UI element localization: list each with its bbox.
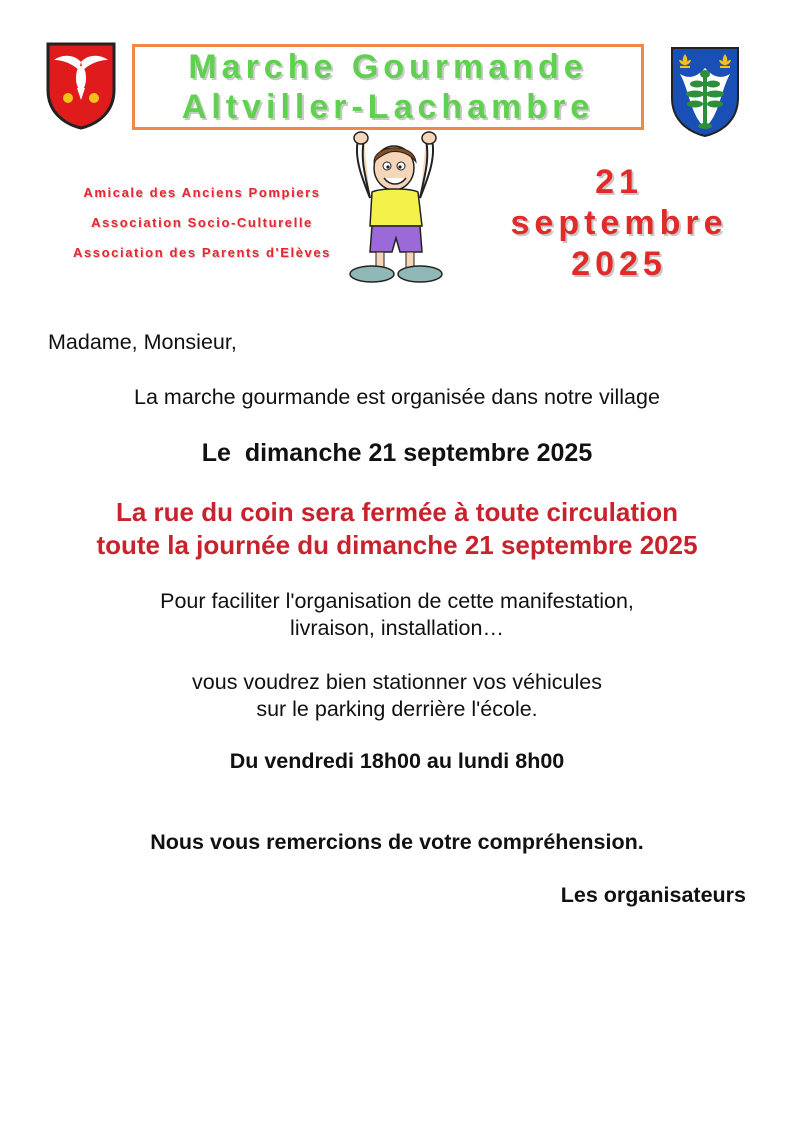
association-list [46,178,358,268]
facilitate-text [0,588,794,642]
event-title-box [132,44,644,130]
signature: Les organisateurs [560,883,746,907]
right-coat-of-arms-icon [668,44,742,138]
intro-text: La marche gourmande est organisée dans notre village [134,385,660,409]
facilitate-line-2: livraison, installation… [290,616,504,640]
parking-period: Du vendredi 18h00 au lundi 8h00 [229,749,565,773]
facilitate-line-1: Pour faciliter l'organisation de cette manifestation, [160,589,634,613]
event-title-line-1: Marche Gourmande [188,48,588,86]
thanks-text: Nous vous remercions de votre compréhension. [150,830,644,854]
event-date [488,162,750,285]
mascot-illustration [340,128,450,286]
road-closure-notice [0,496,794,562]
road-closure-line-2: toute la journée du dimanche 21 septembre 2025 [96,530,698,560]
association-item: Association des Parents d'Elèves [72,245,332,260]
event-date-month: septembre [510,204,728,242]
event-date-year: 2025 [571,245,667,283]
road-closure-line-1: La rue du coin sera fermée à toute circulation [115,497,679,527]
parking-instruction [0,669,794,723]
event-title-line-2: Altviller-Lachambre [181,88,595,126]
event-date-day: 21 [595,163,643,201]
parking-line-1: vous voudrez bien stationner vos véhicules [192,670,602,694]
association-item: Amicale des Anciens Pompiers [83,185,321,200]
association-item: Association Socio-Culturelle [91,215,313,230]
event-date-line: Le dimanche 21 septembre 2025 [201,439,593,467]
greeting: Madame, Monsieur, [48,330,237,354]
parking-line-2: sur le parking derrière l'école. [256,697,538,721]
left-coat-of-arms-icon [44,40,118,130]
